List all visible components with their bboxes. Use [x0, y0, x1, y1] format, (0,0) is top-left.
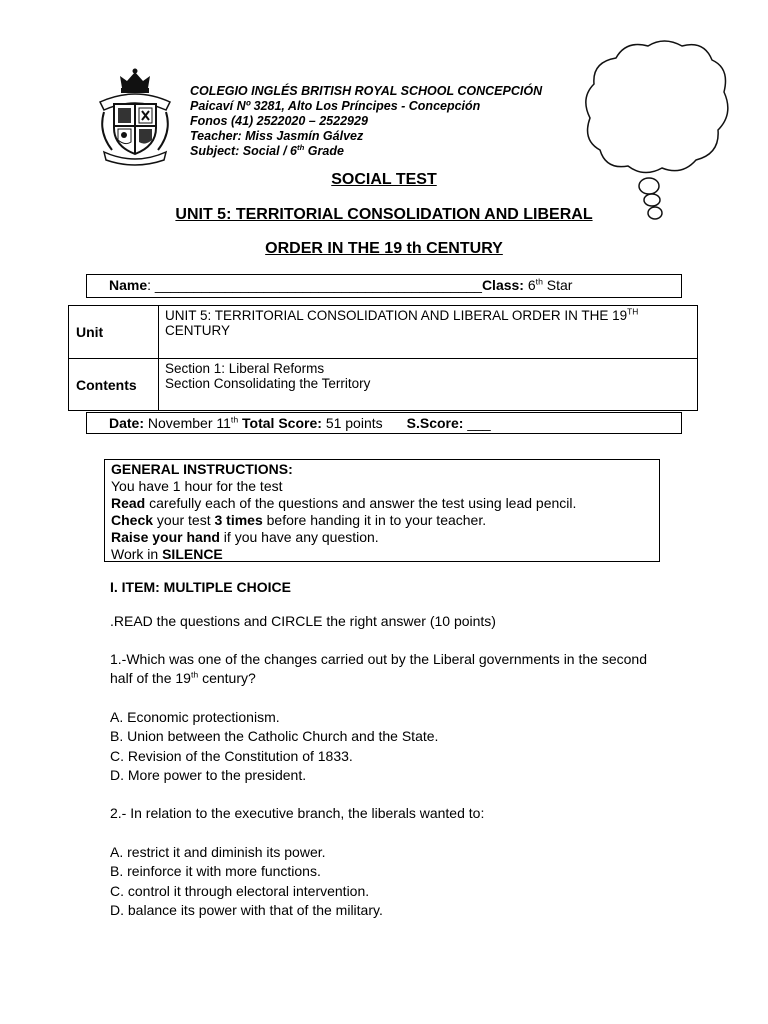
instruction-line: Read carefully each of the questions and answer the test using lead pencil.	[111, 495, 577, 511]
test-title: SOCIAL TEST	[331, 171, 437, 188]
question-1-options	[110, 708, 438, 785]
unit-title-line1: UNIT 5: TERRITORIAL CONSOLIDATION AND LIBERAL	[175, 206, 593, 223]
general-instructions	[104, 459, 660, 562]
option-item[interactable]: D. balance its power with that of the military.	[110, 901, 383, 918]
date-value: November 11th	[147, 414, 239, 431]
unit-label: Unit	[69, 306, 159, 359]
option-item[interactable]: C. control it through electoral intervention.	[110, 882, 370, 899]
option-item[interactable]: A. restrict it and diminish its power.	[110, 844, 326, 860]
contents-row	[69, 359, 698, 411]
unit-row	[69, 306, 698, 359]
option-item[interactable]: C. Revision of the Constitution of 1833.	[110, 747, 353, 764]
instruction-line: Check your test 3 times before handing it in to your teacher.	[111, 512, 487, 528]
instructions-heading: GENERAL INSTRUCTIONS:	[111, 461, 293, 477]
question-2-options	[110, 843, 383, 920]
option-item[interactable]: D. More power to the president.	[110, 766, 307, 783]
contents-value	[159, 359, 698, 411]
unit-value: UNIT 5: TERRITORIAL CONSOLIDATION AND LIBERAL ORDER IN THE 19TH CENTURY	[159, 306, 698, 359]
unit-title-line2: ORDER IN THE 19 th CENTURY	[265, 240, 503, 257]
option-item[interactable]: B. Union between the Catholic Church and the State.	[110, 728, 439, 745]
subject-line: Subject: Social / 6th Grade	[190, 142, 344, 158]
contents-line-1: Section 1: Liberal Reforms	[165, 361, 325, 376]
option-item[interactable]: A. Economic protectionism.	[110, 709, 280, 725]
school-phones: Fonos (41) 2522020 – 2522929	[190, 114, 368, 128]
instruction-line: Work in SILENCE	[111, 546, 223, 562]
student-score-blank[interactable]: ___	[467, 415, 491, 431]
school-address: Paicaví Nº 3281, Alto Los Príncipes - Concepción	[190, 99, 481, 113]
teacher-name: Teacher: Miss Jasmín Gálvez	[190, 129, 364, 143]
date-label: Date:	[109, 415, 148, 431]
section-heading: I. ITEM: MULTIPLE CHOICE	[110, 579, 291, 595]
date-score-row	[86, 412, 682, 434]
class-value: 6th Star	[527, 276, 573, 293]
thought-bubble	[582, 36, 732, 228]
name-blank[interactable]: : __________________________________________	[147, 277, 482, 293]
school-crest-logo	[94, 66, 176, 166]
contents-line-2: Section Consolidating the Territory	[165, 376, 371, 391]
school-name: COLEGIO INGLÉS BRITISH ROYAL SCHOOL CONCEPCIÓN	[190, 84, 543, 98]
instruction-line: Raise your hand if you have any question.	[111, 529, 379, 545]
student-score-label: S.Score:	[406, 415, 468, 431]
section-instruction: .READ the questions and CIRCLE the right answer (10 points)	[110, 613, 496, 629]
total-score-value: 51 points	[325, 415, 383, 431]
name-class-row	[86, 274, 682, 298]
total-score-label: Total Score:	[238, 415, 326, 431]
question-1-text: 1.-Which was one of the changes carried out by the Liberal governments in the second half of the 19th century?	[110, 651, 647, 686]
instruction-line: You have 1 hour for the test	[111, 478, 283, 494]
school-header-info	[190, 84, 542, 159]
option-item[interactable]: B. reinforce it with more functions.	[110, 863, 321, 880]
name-label: Name	[109, 277, 148, 293]
contents-label: Contents	[69, 359, 159, 411]
question-2-text: 2.- In relation to the executive branch, the liberals wanted to:	[110, 805, 485, 821]
unit-contents-table	[68, 305, 698, 411]
class-label: Class:	[481, 277, 528, 293]
